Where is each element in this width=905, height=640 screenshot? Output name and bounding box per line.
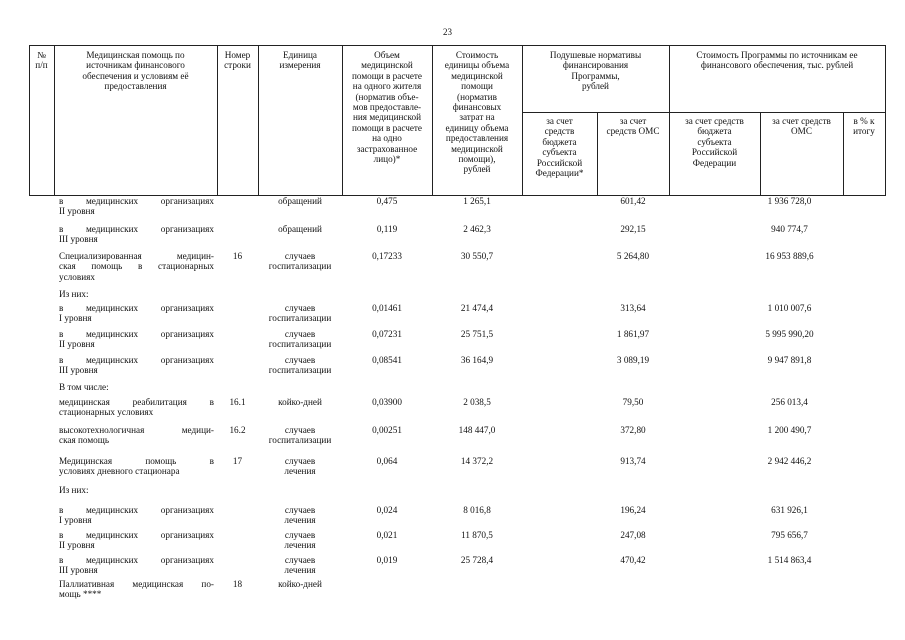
assistance-name-line: в медицинских организациях xyxy=(59,329,214,339)
unit xyxy=(258,355,342,376)
assistance-name-line: стационарных условиях xyxy=(59,407,154,418)
assistance-name xyxy=(59,456,214,477)
volume-value: 0,475 xyxy=(376,196,398,206)
col-header-norms-budget-line: бюджета xyxy=(542,136,577,147)
assistance-name xyxy=(59,425,214,446)
col-header-volume-line: ния медицинской xyxy=(352,112,422,123)
unit-line: случаев xyxy=(284,555,316,565)
norm-oms-value: 79,50 xyxy=(622,397,644,407)
norm-oms-value: 1 861,97 xyxy=(616,329,650,339)
unit xyxy=(258,456,342,477)
assistance-name-line: ская помощь xyxy=(59,435,110,446)
col-header-program-budget-line: Федерации xyxy=(692,157,737,168)
norm-oms-value: 313,64 xyxy=(620,303,646,313)
assistance-name-line: II уровня xyxy=(59,339,95,350)
norm-oms-value: 601,42 xyxy=(620,196,646,206)
col-header-cost-line: единицы объема xyxy=(444,60,510,71)
assistance-name-line: условиях xyxy=(59,271,95,282)
col-header-norms-line: Подушевые нормативы xyxy=(549,50,642,60)
col-header-row-number xyxy=(217,50,258,71)
assistance-name-line: В том числе: xyxy=(59,382,109,392)
unit-line: госпитализации xyxy=(268,339,332,350)
assistance-name-line: медицинская реабилитация в xyxy=(59,397,214,407)
assistance-name-line: ская помощь в стационарных xyxy=(59,261,214,272)
unit xyxy=(258,251,342,272)
assistance-name xyxy=(59,329,214,350)
unit-line: случаев xyxy=(284,530,316,540)
unit-line: лечения xyxy=(284,565,316,576)
norm-oms-value: 372,80 xyxy=(620,425,646,435)
program-oms-value: 1 200 490,7 xyxy=(767,425,812,435)
assistance-name-line: Специализированная медицин- xyxy=(59,251,214,261)
col-header-cost-line: помощи), xyxy=(458,154,496,165)
col-header-program-budget xyxy=(669,116,760,168)
assistance-name xyxy=(59,251,214,282)
assistance-name xyxy=(59,289,214,299)
col-header-cost-line: предоставления xyxy=(445,133,509,144)
volume-value: 0,024 xyxy=(376,505,398,515)
col-header-volume-line: застрахованное xyxy=(356,143,418,154)
col-header-assistance-line: источникам финансового xyxy=(86,60,185,71)
assistance-name-line: II уровня xyxy=(59,206,95,217)
col-header-cost-line: финансовых xyxy=(452,102,502,113)
col-header-assistance-line: Медицинская помощь по xyxy=(86,50,185,60)
unit-line: обращений xyxy=(278,196,322,206)
col-header-norms-budget-line: Федерации* xyxy=(535,168,584,179)
unit xyxy=(258,196,342,206)
volume-value: 0,019 xyxy=(376,555,398,565)
assistance-name-line: Из них: xyxy=(59,485,89,495)
col-header-norms-budget-line: средств xyxy=(544,126,575,137)
col-header-norms-oms xyxy=(597,116,669,137)
assistance-name-line: условиях дневного стационара xyxy=(59,466,180,477)
volume-value: 0,119 xyxy=(376,224,398,234)
col-header-cost-line: затрат на xyxy=(459,112,495,123)
assistance-name-line: в медицинских организациях xyxy=(59,196,214,206)
col-header-program-oms-line: за счет средств xyxy=(772,116,831,126)
assistance-name-line: Паллиативная медицинская по- xyxy=(59,579,214,589)
cost-value: 8 016,8 xyxy=(463,505,491,515)
norm-oms-value: 913,74 xyxy=(620,456,646,466)
unit-line: случаев xyxy=(284,505,316,515)
col-header-program-budget-line: за счет средств xyxy=(685,116,744,126)
col-header-volume-line: (норматив объе- xyxy=(355,91,419,102)
col-header-volume-line: медицинской xyxy=(361,60,413,71)
norm-oms-value: 247,08 xyxy=(620,530,646,540)
col-header-program-percent-line: итогу xyxy=(853,126,875,137)
col-header-program-percent xyxy=(843,116,885,137)
assistance-name-line: в медицинских организациях xyxy=(59,555,214,565)
col-header-program-cost xyxy=(669,50,885,71)
volume-value: 0,00251 xyxy=(372,425,402,435)
cost-value: 30 550,7 xyxy=(460,251,494,261)
volume-value: 0,17233 xyxy=(372,251,402,261)
col-header-assistance-line: предоставления xyxy=(104,81,167,92)
col-header-unit-line: измерения xyxy=(279,60,321,71)
unit xyxy=(258,397,342,407)
row-number: 16.2 xyxy=(229,425,246,435)
program-oms-value: 940 774,7 xyxy=(771,224,808,234)
col-header-cost-line: (норматив xyxy=(457,91,497,102)
unit xyxy=(258,579,342,589)
program-oms-value: 9 947 891,8 xyxy=(767,355,812,365)
unit xyxy=(258,530,342,551)
col-header-volume-line: помощи в расчете xyxy=(351,70,423,81)
norm-oms-value: 292,15 xyxy=(620,224,646,234)
col-header-volume-line: на одного жителя xyxy=(352,81,422,92)
volume-value: 0,08541 xyxy=(372,355,402,365)
assistance-name-line: Из них: xyxy=(59,289,89,299)
assistance-name xyxy=(59,224,214,245)
unit-line: лечения xyxy=(284,540,316,551)
col-header-program-percent-line: в % к xyxy=(853,116,875,126)
assistance-name-line: III уровня xyxy=(59,365,98,376)
unit-line: случаев xyxy=(284,355,316,365)
cost-value: 2 462,3 xyxy=(463,224,491,234)
row-number: 16.1 xyxy=(229,397,246,407)
col-header-unit xyxy=(258,50,342,71)
assistance-name xyxy=(59,579,214,600)
col-header-row-number-line: Номер xyxy=(224,50,251,60)
unit xyxy=(258,505,342,526)
assistance-name-line: в медицинских организациях xyxy=(59,355,214,365)
unit-line: койко-дней xyxy=(278,397,322,407)
row-number: 18 xyxy=(232,579,243,589)
row-number: 16 xyxy=(232,251,243,261)
norm-oms-value: 5 264,80 xyxy=(616,251,650,261)
unit xyxy=(258,303,342,324)
col-header-number-line: № xyxy=(37,50,46,60)
col-header-assistance-line: обеспечения и условиям её xyxy=(82,70,189,81)
unit-line: обращений xyxy=(278,224,322,234)
assistance-name-line: в медицинских организациях xyxy=(59,303,214,313)
program-oms-value: 2 942 446,2 xyxy=(767,456,812,466)
col-header-volume xyxy=(342,50,432,164)
col-header-program-oms xyxy=(760,116,843,137)
col-header-number-line: п/п xyxy=(35,60,48,71)
unit xyxy=(258,425,342,446)
col-header-norms-budget-line: Российской xyxy=(536,157,583,168)
unit-line: госпитализации xyxy=(268,365,332,376)
col-header-cost-line: единицу объема xyxy=(445,122,509,133)
cost-value: 148 447,0 xyxy=(458,425,496,435)
col-header-program-budget-line: Российской xyxy=(691,147,738,158)
unit-line: случаев xyxy=(284,425,316,435)
col-header-program-oms-line: ОМС xyxy=(791,126,812,137)
unit-line: случаев xyxy=(284,329,316,339)
col-header-number xyxy=(29,50,54,71)
unit-line: госпитализации xyxy=(268,435,332,446)
col-header-volume-line: на одно xyxy=(372,133,402,144)
col-header-volume-line: мов предоставле- xyxy=(352,102,422,113)
cost-value: 1 265,1 xyxy=(463,196,491,206)
col-header-volume-line: Объем xyxy=(374,50,400,60)
row-number: 17 xyxy=(232,456,243,466)
unit-line: случаев xyxy=(284,456,316,466)
unit-line: койко-дней xyxy=(278,579,322,589)
col-header-program-cost-line: Стоимость Программы по источникам ее xyxy=(696,50,858,60)
cost-value: 2 038,5 xyxy=(463,397,491,407)
assistance-name-line: II уровня xyxy=(59,540,95,551)
assistance-name xyxy=(59,555,214,576)
cost-value: 21 474,4 xyxy=(460,303,494,313)
cost-value: 11 870,5 xyxy=(461,530,493,540)
col-header-cost-line: рублей xyxy=(463,164,491,175)
unit xyxy=(258,555,342,576)
col-header-norms-line: рублей xyxy=(582,81,609,92)
col-header-row-number-line: строки xyxy=(224,60,251,71)
program-oms-value: 5 995 990,20 xyxy=(765,329,814,339)
program-oms-value: 795 656,7 xyxy=(771,530,808,540)
volume-value: 0,064 xyxy=(376,456,398,466)
norm-oms-value: 196,24 xyxy=(620,505,646,515)
assistance-name-line: высокотехнологичная медици- xyxy=(59,425,214,435)
col-header-cost-line: помощи xyxy=(461,81,493,92)
assistance-name xyxy=(59,382,214,392)
unit-line: госпитализации xyxy=(268,261,332,272)
assistance-name-line: III уровня xyxy=(59,565,98,576)
col-header-cost-line: медицинской xyxy=(451,143,503,154)
col-header-cost-line: медицинской xyxy=(451,70,503,81)
volume-value: 0,07231 xyxy=(372,329,402,339)
assistance-name-line: в медицинских организациях xyxy=(59,224,214,234)
norm-oms-value: 3 089,19 xyxy=(616,355,650,365)
unit xyxy=(258,224,342,234)
assistance-name-line: Медицинская помощь в xyxy=(59,456,214,466)
unit xyxy=(258,329,342,350)
col-header-norms-oms-line: средств ОМС xyxy=(606,126,660,137)
cost-value: 25 751,5 xyxy=(460,329,494,339)
col-header-norms-line: финансирования xyxy=(562,60,629,71)
volume-value: 0,021 xyxy=(376,530,398,540)
assistance-name-line: мощь **** xyxy=(59,589,102,600)
assistance-name xyxy=(59,530,214,551)
volume-value: 0,03900 xyxy=(372,397,402,407)
col-header-assistance xyxy=(54,50,217,92)
unit-line: случаев xyxy=(284,303,316,313)
program-oms-value: 1 514 863,4 xyxy=(767,555,812,565)
col-header-program-cost-line: финансового обеспечения, тыс. рублей xyxy=(700,60,854,71)
cost-value: 36 164,9 xyxy=(460,355,494,365)
assistance-name xyxy=(59,505,214,526)
unit-line: госпитализации xyxy=(268,313,332,324)
col-header-cost xyxy=(432,50,522,175)
col-header-volume-line: лицо)* xyxy=(373,154,401,165)
unit-line: случаев xyxy=(284,251,316,261)
col-header-norms-budget-line: субъекта xyxy=(542,147,577,158)
program-oms-value: 631 926,1 xyxy=(771,505,808,515)
cost-value: 25 728,4 xyxy=(460,555,494,565)
program-oms-value: 16 953 889,6 xyxy=(765,251,814,261)
assistance-name xyxy=(59,196,214,217)
col-header-norms-budget xyxy=(522,116,597,178)
col-header-program-budget-line: субъекта xyxy=(697,136,732,147)
assistance-name xyxy=(59,485,214,495)
cost-value: 14 372,2 xyxy=(460,456,494,466)
col-header-norms xyxy=(522,50,669,92)
col-header-unit-line: Единица xyxy=(282,50,318,60)
assistance-name-line: в медицинских организациях xyxy=(59,530,214,540)
col-header-program-budget-line: бюджета xyxy=(697,126,732,137)
assistance-name-line: в медицинских организациях xyxy=(59,505,214,515)
program-oms-value: 1 936 728,0 xyxy=(767,196,812,206)
assistance-name xyxy=(59,355,214,376)
assistance-name-line: I уровня xyxy=(59,313,92,324)
col-header-norms-line: Программы, xyxy=(571,70,620,81)
volume-value: 0,01461 xyxy=(372,303,402,313)
unit-line: лечения xyxy=(284,515,316,526)
page-number: 23 xyxy=(443,27,452,37)
program-oms-value: 256 013,4 xyxy=(771,397,808,407)
unit-line: лечения xyxy=(284,466,316,477)
col-header-norms-budget-line: за счет xyxy=(546,116,573,126)
col-header-norms-oms-line: за счет xyxy=(619,116,647,126)
assistance-name xyxy=(59,303,214,324)
assistance-name-line: III уровня xyxy=(59,234,98,245)
col-header-volume-line: помощи в расчете xyxy=(351,122,423,133)
program-oms-value: 1 010 007,6 xyxy=(767,303,812,313)
col-header-cost-line: Стоимость xyxy=(455,50,499,60)
assistance-name-line: I уровня xyxy=(59,515,92,526)
assistance-name xyxy=(59,397,214,418)
norm-oms-value: 470,42 xyxy=(620,555,646,565)
